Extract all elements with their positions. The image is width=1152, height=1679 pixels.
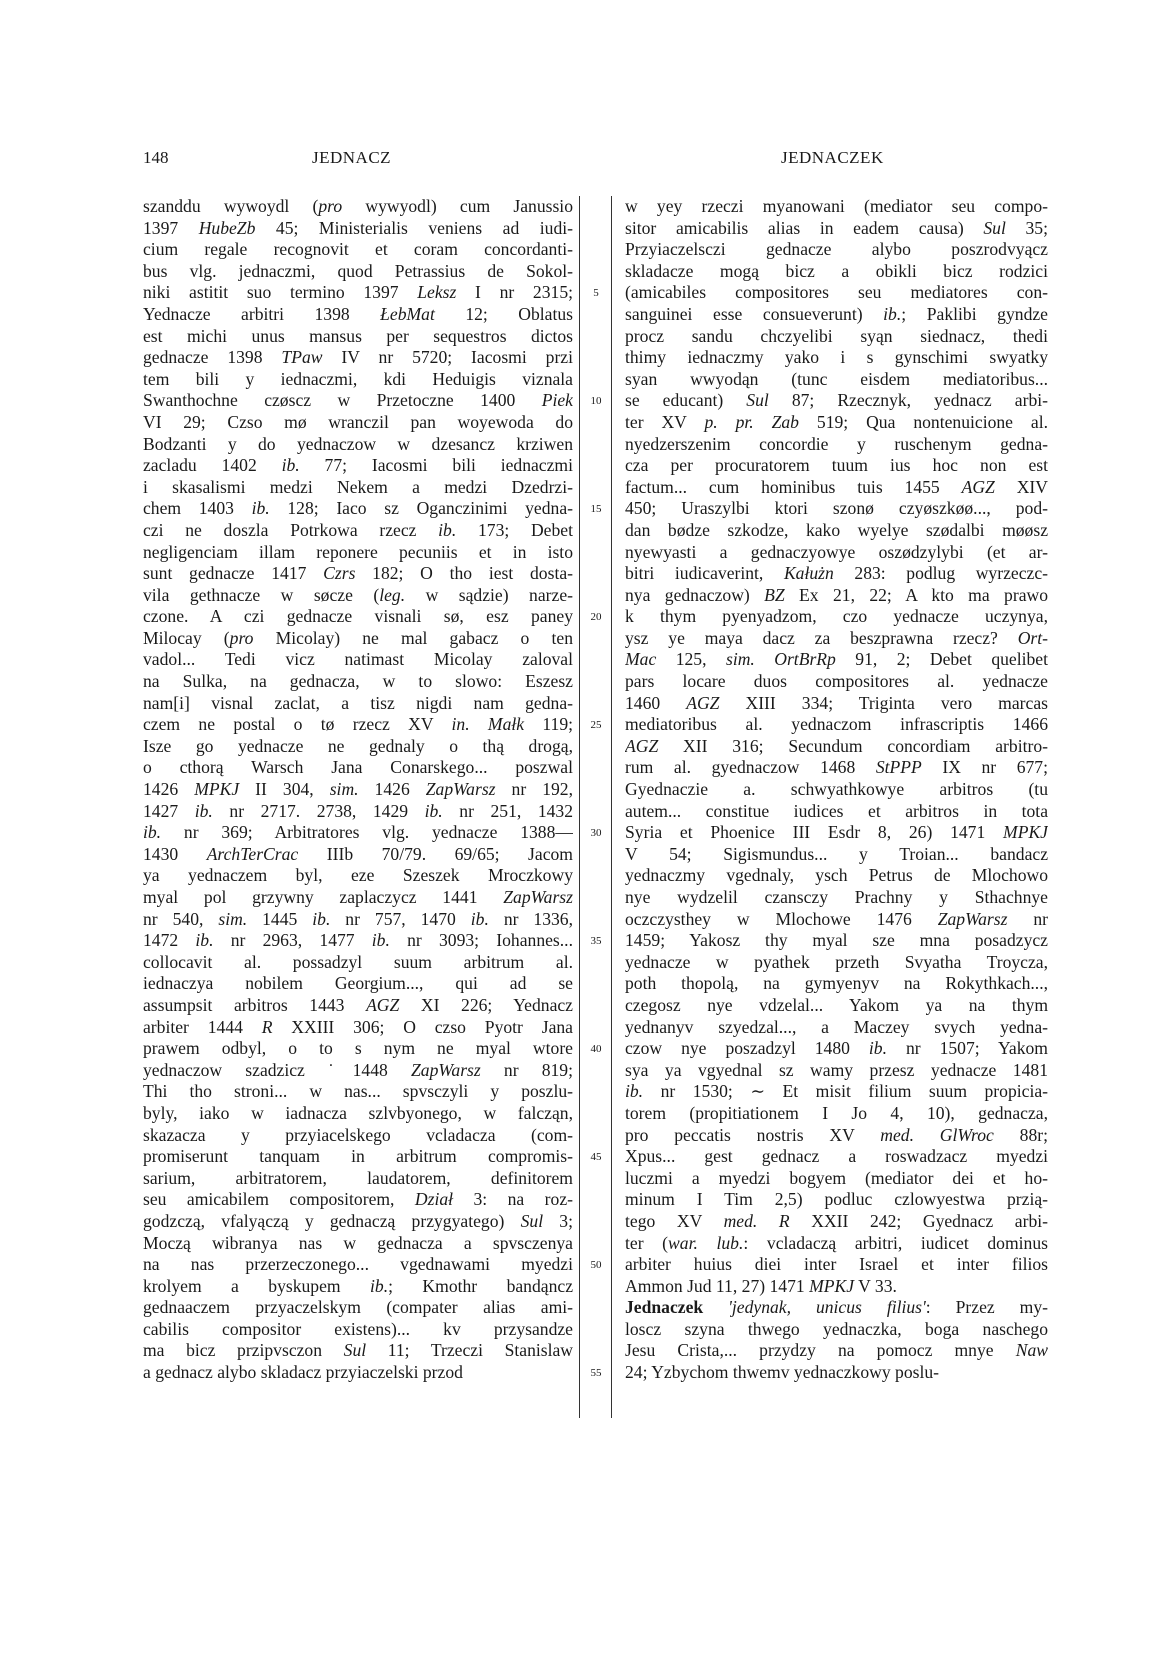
- right-text-column: [625, 196, 1048, 1384]
- line-number: 5: [593, 287, 599, 300]
- text-line: seu amicabilem compositorem, Dział 3: na roz-: [143, 1189, 573, 1210]
- text-line: AGZ XII 316; Secundum concordiam arbitro-: [625, 735, 1048, 756]
- text-line: rum al. gyednaczow 1468 StPPP IX nr 677;: [625, 757, 1048, 778]
- text-line: cium regale recognovit et coram concordanti-: [143, 239, 573, 260]
- text-line: pars locare duos compositores al. yednacze: [625, 671, 1048, 692]
- line-number: 20: [590, 611, 602, 624]
- text-line: nye wydzelil czansczy Prachny y Sthachnye: [625, 887, 1048, 907]
- text-line: w yey rzeczi myanowani (mediator seu compo-: [625, 196, 1048, 216]
- text-line: byly, iako w iadnacza szlvbyonego, w falcząn,: [143, 1102, 573, 1123]
- text-line: bus vlg. jednaczmi, quod Petrassius de Sokol-: [143, 260, 573, 281]
- text-line: iednaczya nobilem Georgium..., qui ad se: [143, 973, 573, 994]
- column-rule-left: [579, 196, 580, 1418]
- text-line: se educant) Sul 87; Rzecznyk, yednacz arbi-: [625, 390, 1048, 411]
- text-line: krolyem a byskupem ib.; Kmothr bandąncz: [143, 1275, 573, 1296]
- text-line: 1472 ib. nr 2963, 1477 ib. nr 3093; Iohannes...: [143, 930, 573, 951]
- text-line: yednanyv szyedzal..., a Maczey svych yedna-: [625, 1016, 1048, 1037]
- text-line: a gednacz alybo skladacz przyiaczelski przod: [143, 1362, 463, 1383]
- text-line: yednaczow szadzicz ˙1448 ZapWarsz nr 819;: [143, 1059, 573, 1080]
- text-line: ter (war. lub.: vcladaczą arbitri, iudicet dominus: [625, 1232, 1048, 1253]
- line-number: 15: [590, 503, 602, 516]
- text-line: gednacze 1398 TPaw IV nr 5720; Iacosmi przi: [143, 347, 573, 368]
- text-line: procz sandu chczyelibi syąn siednacz, thedi: [625, 325, 1048, 346]
- line-number: 45: [590, 1151, 602, 1164]
- text-line: Ammon Jud 11, 27) 1471 MPKJ V 33.: [625, 1275, 897, 1296]
- text-line: assumpsit arbitros 1443 AGZ XI 226; Yednacz: [143, 994, 573, 1015]
- text-line: luczmi a myedzi bogyem (mediator dei et ho-: [625, 1167, 1048, 1188]
- text-line: syan wwyodąn (tunc eisdem mediatoribus...: [625, 368, 1048, 389]
- page-header: [0, 148, 1152, 172]
- text-line: minum I Tim 2,5) podluc czlowyestwa przią-: [625, 1189, 1048, 1210]
- text-line: sya ya vgyednal sz wamy przesz yednacze 1481: [625, 1059, 1048, 1080]
- text-line: Milocay (pro Micolay) ne mal gabacz o ten: [143, 627, 573, 648]
- text-line: collocavit al. possadzyl suum arbitrum al.: [143, 951, 573, 972]
- line-number: 50: [590, 1259, 602, 1272]
- column-rule-right: [611, 196, 612, 1418]
- text-line: Bodzanti y do yednaczow w dzesancz krziwen: [143, 433, 573, 454]
- text-line: Gyednaczie a. schwyathkowye arbitros (tu: [625, 779, 1048, 800]
- text-line: 1427 ib. nr 2717. 2738, 1429 ib. nr 251, 1432: [143, 800, 573, 821]
- left-running-head: JEDNACZ: [312, 148, 392, 167]
- text-line: k thym pyenyadzom, czo yednacze uczynya,: [625, 606, 1048, 627]
- text-line: sarium, arbitratorem, laudatorem, definitorem: [143, 1167, 573, 1188]
- line-number: 10: [590, 395, 602, 408]
- text-line: nam[i] visnal zaclat, a tisz nigdi nam gedna-: [143, 692, 573, 713]
- text-line: poth thopolą, na gymyenyv na Rokythkach...,: [625, 973, 1048, 994]
- text-line: Swanthochne czøscz w Przetoczne 1400 Piek: [143, 390, 573, 411]
- text-line: 24; Yzbychom thwemv yednaczkowy poslu-: [625, 1362, 940, 1383]
- text-line: mediatoribus al. yednaczom infrascriptis 1466: [625, 714, 1048, 735]
- left-text-column: [143, 196, 573, 1384]
- text-line: autem... constitue iudices et arbitros in tota: [625, 800, 1048, 821]
- text-line: Xpus... gest gednacz a roswadzacz myedzi: [625, 1146, 1048, 1167]
- text-line: torem (propitiationem I Jo 4, 10), gednacza,: [625, 1102, 1048, 1123]
- text-line: prawem odbyl, o to s nym ne myal wtore: [143, 1038, 573, 1059]
- text-line: skladacze mogą bicz a obikli bicz rodzici: [625, 260, 1048, 281]
- text-line: na Sulka, na gednacza, w to slowo: Eszesz: [143, 671, 573, 692]
- text-line: czegosz nye vdzelal... Yakom ya na thym: [625, 994, 1048, 1015]
- text-line: arbiter 1444 R XXIII 306; O czso Pyotr Jana: [143, 1016, 573, 1037]
- text-line: niki astitit suo termino 1397 Leksz I nr 2315;: [143, 282, 573, 303]
- text-line: yednacze w pyathek przeth Svyatha Troycza,: [625, 951, 1048, 972]
- text-line: nya gednaczow) BZ Ex 21, 22; A kto ma prawo: [625, 584, 1048, 605]
- text-line: zacladu 1402 ib. 77; Iacosmi bili iednaczmi: [143, 455, 573, 476]
- text-line: czem ne postal o tø rzecz XV in. Małk 119;: [143, 714, 573, 735]
- text-line: bitri iudicaverint, Kałużn 283: podlug wyrzeczc-: [625, 563, 1048, 584]
- text-line: czi ne doszla Potrkowa rzecz ib. 173; Debet: [143, 519, 573, 540]
- text-line: pro peccatis nostris XV med. GlWroc 88r;: [625, 1124, 1048, 1145]
- text-line: arbiter huius diei inter Israel et inter filios: [625, 1254, 1048, 1275]
- text-line: sitor amicabilis alias in eadem causa) Sul 35;: [625, 217, 1048, 238]
- text-line: thimy iednaczmy yako i s gynschimi swyatky: [625, 347, 1048, 368]
- text-line: skazacza y przyiacelskego vcladacza (com-: [143, 1124, 573, 1145]
- text-line: VI 29; Czso mø wranczil pan woyewoda do: [143, 411, 573, 432]
- text-line: czow nye poszadzyl 1480 ib. nr 1507; Yakom: [625, 1038, 1048, 1059]
- text-line: o cthorą Warsch Jana Conarskego... poszwal: [143, 757, 573, 778]
- line-number: 40: [590, 1043, 602, 1056]
- text-line: est michi unus mansus per sequestros dictos: [143, 325, 573, 346]
- right-running-head: JEDNACZEK: [781, 148, 884, 167]
- text-line: Syria et Phoenice III Esdr 8, 26) 1471 MPKJ: [625, 822, 1048, 843]
- text-line: godzczą, vfalyączą y gednaczą przygyatego) Sul 3;: [143, 1210, 573, 1231]
- text-line: 1397 HubeZb 45; Ministerialis veniens ad iudi-: [143, 217, 573, 238]
- text-line: gednaaczem przyaczelskym (compater alias ami-: [143, 1297, 573, 1318]
- text-line: Moczą wibranya nas w gednacza a spvsczenya: [143, 1232, 573, 1253]
- text-line: 1459; Yakosz thy myal sze mna posadzycz: [625, 930, 1048, 951]
- text-line: 1460 AGZ XIII 334; Triginta vero marcas: [625, 692, 1048, 713]
- text-line: nyewyasti a gednaczyowye oszødzylybi (et ar-: [625, 541, 1048, 562]
- text-line: tego XV med. R XXII 242; Gyednacz arbi-: [625, 1210, 1048, 1231]
- text-line: vila gethnacze w søcze (leg. w sądzie) narze-: [143, 584, 573, 605]
- text-line: vadol... Tedi vicz natimast Micolay zaloval: [143, 649, 573, 670]
- line-number: 30: [590, 827, 602, 840]
- text-line: na nas przerzeczonego... vgednawami myedzi: [143, 1254, 573, 1275]
- text-line: sunt gednacze 1417 Czrs 182; O tho iest dosta-: [143, 563, 573, 584]
- text-line: tem bili y iednaczmi, kdi Heduigis viznala: [143, 368, 573, 389]
- text-line: dan bødze szkodze, kako wyelye szødalbi møøsz: [625, 519, 1048, 540]
- text-line: Jednaczek 'jedynak, unicus filius': Przez my-: [625, 1297, 1048, 1318]
- text-line: 1430 ArchTerCrac IIIb 70/79. 69/65; Jacom: [143, 843, 573, 864]
- text-line: ib. nr 369; Arbitratores vlg. yednacze 1388—: [143, 822, 573, 843]
- text-line: V 54; Sigismundus... y Troian... bandacz: [625, 843, 1048, 864]
- text-line: ya yednaczem byl, eze Szeszek Mroczkowy: [143, 865, 573, 886]
- text-line: ter XV p. pr. Zab 519; Qua nontenuicione al.: [625, 411, 1048, 432]
- text-line: factum... cum hominibus tuis 1455 AGZ XIV: [625, 476, 1048, 497]
- text-line: oczczysthey w Mlochowe 1476 ZapWarsz nr: [625, 908, 1048, 929]
- text-line: 1426 MPKJ II 304, sim. 1426 ZapWarsz nr 192,: [143, 779, 573, 800]
- text-line: sanguinei esse consueverunt) ib.; Paklibi gyndze: [625, 303, 1048, 324]
- text-line: cabilis compositor existens)... kv przysandze: [143, 1318, 573, 1339]
- text-line: ysz ye maya dacz za beszprawna rzecz? Ort-: [625, 627, 1048, 648]
- text-line: chem 1403 ib. 128; Iaco sz Oganczinimi yedna-: [143, 498, 573, 519]
- text-line: Isze go yednacze ne gednaly o thą drogą,: [143, 735, 573, 756]
- text-line: Jesu Crista,... przydzy na pomocz mnye Naw: [625, 1340, 1048, 1361]
- text-line: loscz szyna thwego yednaczka, boga naschego: [625, 1318, 1048, 1339]
- text-line: cza per procuratorem tuum ius hoc non est: [625, 455, 1048, 476]
- text-line: czone. A czi gednacze visnali sø, esz paney: [143, 606, 573, 627]
- text-line: Yednacze arbitri 1398 ŁebMat 12; Oblatus: [143, 303, 573, 324]
- text-line: Przyiaczelsczi gednacze alybo poszrodvyącz: [625, 239, 1048, 260]
- line-number: 55: [590, 1367, 602, 1380]
- text-line: promiserunt tanquam in arbitrum compromis-: [143, 1146, 573, 1167]
- text-line: i skasalismi medzi Nekem a medzi Dzedrzi-: [143, 476, 573, 497]
- text-line: negligenciam illam reponere pecuniis et in isto: [143, 541, 573, 562]
- text-line: nr 540, sim. 1445 ib. nr 757, 1470 ib. nr 1336,: [143, 908, 573, 929]
- text-line: szanddu wywoydl (pro wywyodl) cum Janussio: [143, 196, 573, 216]
- text-line: (amicabiles compositores seu mediatores con-: [625, 282, 1048, 303]
- text-line: Thi tho stroni... w nas... spvsczyli y poszlu-: [143, 1081, 573, 1102]
- text-line: yednaczmy vgednaly, ysch Petrus de Mlochowo: [625, 865, 1048, 886]
- text-line: ma bicz przipvsczon Sul 11; Trzeczi Stanislaw: [143, 1340, 573, 1361]
- page-number: 148: [143, 148, 169, 167]
- line-number: 25: [590, 719, 602, 732]
- line-number: 35: [590, 935, 602, 948]
- text-line: 450; Uraszylbi ktori szonø czyøszkøø..., pod-: [625, 498, 1048, 519]
- text-line: nyedzerszenim concordie y ruschenym gedna-: [625, 433, 1048, 454]
- text-line: myal pol grzywny zaplaczycz 1441 ZapWarsz: [143, 887, 573, 907]
- text-line: Mac 125, sim. OrtBrRp 91, 2; Debet quelibet: [625, 649, 1048, 670]
- text-line: ib. nr 1530; ∼ Et misit filium suum propicia-: [625, 1081, 1048, 1102]
